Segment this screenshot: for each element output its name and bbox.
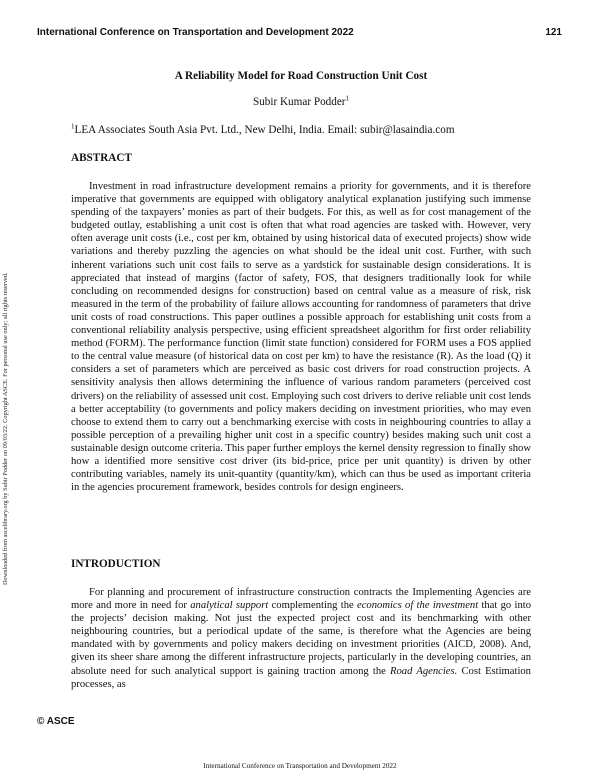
introduction-paragraph [71,586,531,691]
affiliation-text: LEA Associates South Asia Pvt. Ltd., New Delhi, India. Email: subir@lasaindia.com [74,124,455,136]
author-name: Subir Kumar Podder [252,96,346,108]
running-header [37,27,562,41]
intro-text-4: Cost Estimation processes, as [71,665,531,690]
abstract-paragraph: Investment in road infrastructure development remains a priority for governments, and it is therefore imperative that governments are equipped with obligatory analytical explanation justifying such immense spending of the taxpayers’ monies as part of their budgets. For this, as well as for cost management of the budgeted outlay, establishing a unit cost is often that what road agencies are tasked with. However, very often average unit costs (i.e., cost per km, obtained by using historical data of executed projects) show wide variations and thereby puzzling the agencies on what should be the ideal unit cost. Further, with such inherent variations such unit cost fails to serve as a yardstick for sustainable design considerations. It is appreciated that instead of margins (factor of safety, FOS, that designers traditionally look for while concluding on recommended designs for construction) based on central value as a measure of risk, risk measured in the term of the probability of failure allows accounting for randomness of parameters that drive unit costs of road constructions. This paper outlines a possible approach for establishing unit costs from a conventional reliability analysis perspective, using efficient spreadsheet algorithm for first order reliability method (FORM). The performance function (limit state function) considered for FORM uses a FOS applied to the central value measure (of historical data on cost per km) to have the resistance (R). As the load (Q) it considers a set of parameters which are perceived as basic cost drivers for road construction projects. A sensitivity analysis then allows determining the influence of various random parameters (perceived cost drivers) on the reliability of assessed unit cost. Employing such cost drivers to derive reliable unit cost lends a better acceptability (to governments and policy makers deciding on investment priorities, who may even choose to extend them to carry out a benchmarking exercise with costs in neighbouring countries to allay a possible perception of a prevailing higher unit cost in a specific country) besides making such unit cost a sustainable design outcome criteria. This paper further employs the kernel density regression to finally show how a identified more sensitive cost driver (its bid-price, price per unit quantity) is driven by other contributing variables, namely its unit-quantity (quantity/km), which can thus be used as important criteria in the agencies procurement framework, besides controls for design engineers. [71,181,531,494]
affiliation-sup: 1 [71,122,75,131]
intro-text-1: For planning and procurement of infrastructure construction contracts the Implementing Agencies are more and more in need for [71,587,531,612]
author-line [71,96,531,108]
affiliation [71,124,531,136]
intro-text-3: that go into the projects’ decision making. Not just the expected project cost and its benchmarking with other neighbouring countries, but a periodical update of the same, is therefore what the Agencies are being mandated with by governments and policy makers deciding on investment priorities (AICD, 2008). And, given its sheer share among the different infrastructure projects, particularly in the developing countries, an absolute need for such analytical support is gaining traction among the [71,600,532,677]
introduction-heading: INTRODUCTION [71,558,161,570]
intro-text-2: complementing the [268,600,358,612]
page-number: 121 [545,27,562,38]
footer-conference: International Conference on Transportation and Development 2022 [203,762,397,770]
abstract-heading: ABSTRACT [71,152,132,164]
paper-title: A Reliability Model for Road Construction Unit Cost [174,70,428,82]
download-notice-text: Downloaded from ascelibrary.org by Subir Podder on 09/03/22. Copyright ASCE. For personal use only; all rights reserved. [2,272,9,585]
author-sup: 1 [345,94,350,103]
asce-logo: © ASCE [37,716,75,727]
intro-emphasis-1: analytical support [190,600,269,612]
intro-emphasis-2: economics of the investment [357,600,479,612]
intro-emphasis-3: Road Agencies. [390,665,458,677]
download-notice [0,185,14,585]
conference-name: International Conference on Transportation and Development 2022 [37,27,354,38]
